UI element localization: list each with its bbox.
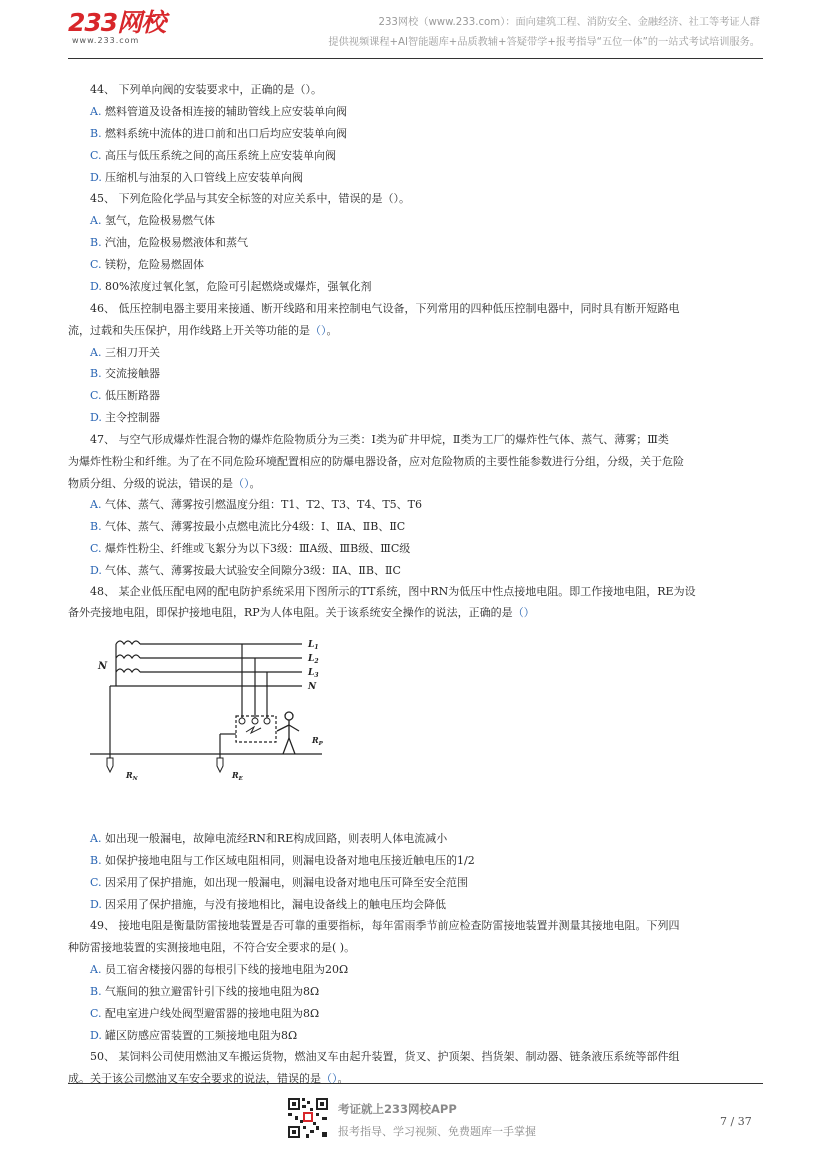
person-icon xyxy=(277,712,299,754)
q44-option-b: B. 燃料系统中流体的进口前和出口后均应安装单向阀 xyxy=(90,127,347,140)
tt-system-diagram xyxy=(90,632,330,782)
header-divider xyxy=(68,58,763,59)
footer-app-title: 考证就上233网校APP xyxy=(338,1102,457,1116)
q48-option-b: B. 如保护接地电阻与工作区域电阻相同，则漏电设备对地电压接近触电压的1/2 xyxy=(90,854,475,867)
question-50-line-2: 成。关于该公司燃油叉车安全要求的说法，错误的是（）。 xyxy=(68,1072,349,1085)
logo-url: www.233.com xyxy=(72,36,140,45)
label-l2: $L_2$ xyxy=(308,654,319,665)
question-44: 44、 下列单向阀的安装要求中，正确的是（）。 xyxy=(90,83,322,96)
q45-option-a: A. 氢气，危险极易燃气体 xyxy=(90,214,215,227)
phase-lines xyxy=(90,644,322,758)
q45-option-b: B. 汽油，危险极易燃液体和蒸气 xyxy=(90,236,248,249)
equipment-terminals xyxy=(239,718,270,724)
question-47-line-1: 47、 与空气形成爆炸性混合物的爆炸危险物质分为三类：Ⅰ类为矿井甲烷，Ⅱ类为工厂的爆炸性气体、蒸气、薄雾；Ⅲ类 xyxy=(90,433,669,446)
question-47-line-3: 物质分组、分级的说法，错误的是（）。 xyxy=(68,477,261,490)
footer-app-subtitle: 报考指导、学习视频、免费题库一手掌握 xyxy=(338,1125,536,1138)
logo-text: 233网校 xyxy=(68,8,166,37)
fault-symbol xyxy=(246,727,261,733)
label-n-right: N xyxy=(308,682,317,692)
footer-divider xyxy=(68,1083,763,1084)
transformer-coils xyxy=(116,641,140,672)
question-45: 45、 下列危险化学品与其安全标签的对应关系中，错误的是（）。 xyxy=(90,192,410,205)
q49-option-b: B. 气瓶间的独立避雷针引下线的接地电阻为8Ω xyxy=(90,985,320,998)
page-number: 7 / 37 xyxy=(720,1115,752,1128)
q49-option-c: C. 配电室进户线处阀型避雷器的接地电阻为8Ω xyxy=(90,1007,320,1020)
question-47-line-2: 为爆炸性粉尘和纤维。为了在不同危险环境配置相应的防爆电器设备，应对危险物质的主要性能参数进行分组，分级，关于危险 xyxy=(68,455,684,468)
question-49-line-1: 49、 接地电阻是衡量防雷接地装置是否可靠的重要指标，每年雷雨季节前应检查防雷接地装置并测量其接地电阻。下列四 xyxy=(90,919,680,932)
label-l3: $L_3$ xyxy=(308,668,319,679)
question-48-line-2: 备外壳接地电阻，即保护接地电阻，RP为人体电阻。关于该系统安全操作的说法，正确的是（） xyxy=(68,606,535,619)
question-46-line-2: 流，过载和失压保护，用作线路上开关等功能的是（）。 xyxy=(68,324,338,337)
label-n-left: N xyxy=(98,661,108,672)
label-rp: $R_P$ xyxy=(312,735,323,747)
qr-code-icon[interactable] xyxy=(286,1096,330,1140)
q47-option-a: A. 气体、蒸气、薄雾按引燃温度分组：T1、T2、T3、T4、T5、T6 xyxy=(90,498,423,511)
q45-option-c: C. 镁粉，危险易燃固体 xyxy=(90,258,204,271)
q49-option-a: A. 员工宿舍楼接闪器的每根引下线的接地电阻为20Ω xyxy=(90,963,349,976)
q44-option-a: A. 燃料管道及设备相连接的辅助管线上应安装单向阀 xyxy=(90,105,347,118)
q47-option-b: B. 气体、蒸气、薄雾按最小点燃电流比分4级：Ⅰ、ⅡA、ⅡB、ⅡC xyxy=(90,520,406,533)
q47-option-d: D. 气体、蒸气、薄雾按最大试验安全间隙分3级：ⅡA、ⅡB、ⅡC xyxy=(90,564,401,577)
q46-option-a: A. 三相刀开关 xyxy=(90,346,160,359)
label-re: $R_E$ xyxy=(232,770,243,782)
question-49-line-2: 种防雷接地装置的实测接地电阻，不符合安全要求的是( )。 xyxy=(68,941,356,954)
header-tagline-2: 提供视频课程+AI智能题库+品质教辅+答疑带学+报考指导“五位一体”的一站式考试培训服务。 xyxy=(328,37,760,48)
header-tagline-1: 233网校（www.233.com）：面向建筑工程、消防安全、金融经济、社工等考证人群 xyxy=(378,17,760,28)
q48-option-c: C. 因采用了保护措施，如出现一般漏电，则漏电设备对地电压可降至安全范围 xyxy=(90,876,468,889)
q47-option-c: C. 爆炸性粉尘、纤维或飞絮分为以下3级：ⅢA级、ⅢB级、ⅢC级 xyxy=(90,542,411,555)
q48-option-a: A. 如出现一般漏电，故障电流经RN和RE构成回路，则表明人体电流减小 xyxy=(90,832,448,845)
q44-option-d: D. 压缩机与油泵的入口管线上应安装单向阀 xyxy=(90,171,303,184)
question-48-line-1: 48、 某企业低压配电网的配电防护系统采用下图所示的TT系统，图中RN为低压中性点接地电阻。即工作接地电阻，RE为设 xyxy=(90,585,696,598)
q49-option-d: D. 罐区防感应雷装置的工频接地电阻为8Ω xyxy=(90,1029,298,1042)
ground-rods xyxy=(107,758,223,772)
question-46-line-1: 46、 低压控制电器主要用来接通、断开线路和用来控制电气设备，下列常用的四种低压控制电器中，同时具有断开短路电 xyxy=(90,302,680,315)
q46-option-b: B. 交流接触器 xyxy=(90,367,160,380)
q45-option-d: D. 80%浓度过氧化氢，危险可引起燃烧或爆炸，强氧化剂 xyxy=(90,280,372,293)
question-50-line-1: 50、 某饲料公司使用燃油叉车搬运货物，燃油叉车由起升装置，货叉、护顶架、挡货架、制动器、链条液压系统等部件组 xyxy=(90,1050,680,1063)
label-rn: $R_N$ xyxy=(126,770,138,782)
site-logo xyxy=(68,10,165,45)
label-l1: $L_1$ xyxy=(308,640,319,651)
q46-option-c: C. 低压断路器 xyxy=(90,389,160,402)
q44-option-c: C. 高压与低压系统之间的高压系统上应安装单向阀 xyxy=(90,149,336,162)
q48-option-d: D. 因采用了保护措施，与没有接地相比，漏电设备线上的触电压均会降低 xyxy=(90,898,446,911)
q46-option-d: D. 主令控制器 xyxy=(90,411,160,424)
